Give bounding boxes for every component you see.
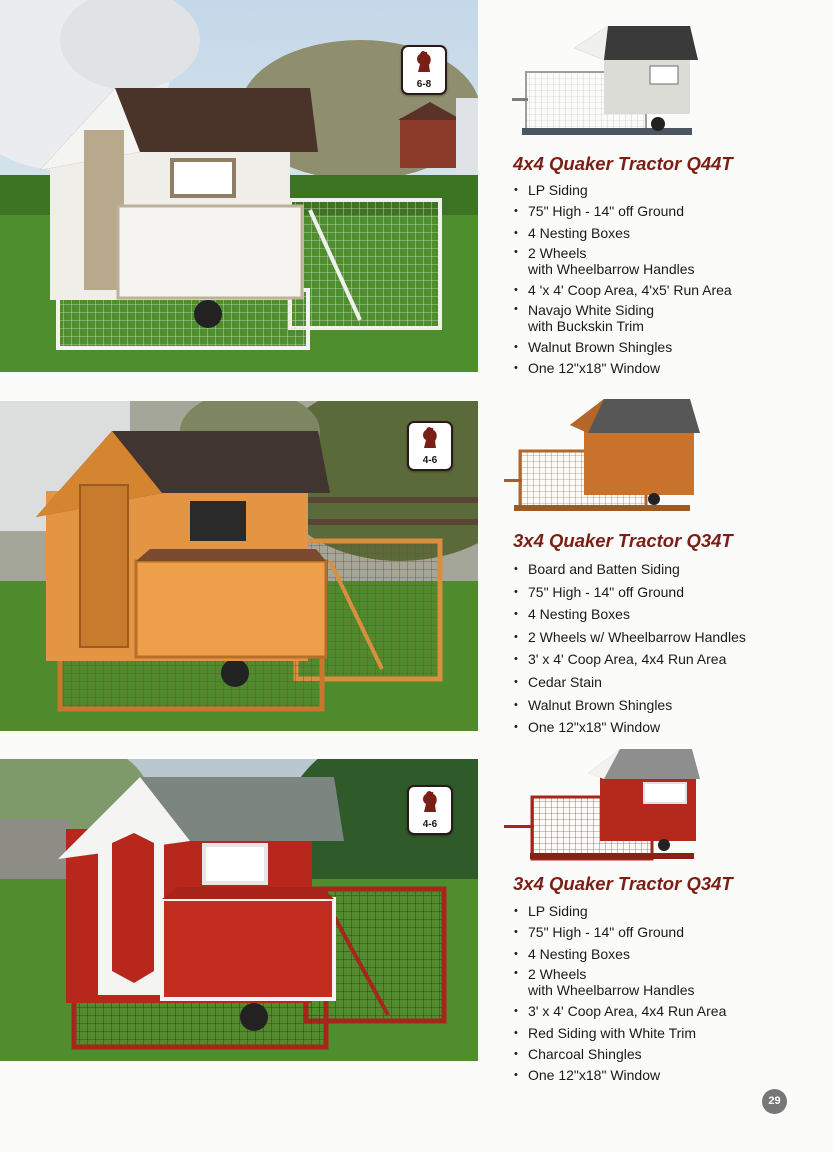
spec-item: • 3' x 4' Coop Area, 4x4 Run Area [514, 1001, 726, 1022]
spec-item: • Board and Batten Siding [514, 558, 746, 581]
spec-item: • Walnut Brown Shingles [514, 337, 732, 358]
spec-item: • Walnut Brown Shingles [514, 694, 746, 717]
capacity-badge [401, 45, 447, 95]
spec-item: • LP Siding [514, 901, 726, 922]
spec-item: • Cedar Stain [514, 671, 746, 694]
spec-item: • 2 Wheels with Wheelbarrow Handles [514, 965, 726, 1001]
spec-item: • 2 Wheels w/ Wheelbarrow Handles [514, 626, 746, 649]
spec-item: • 4 Nesting Boxes [514, 603, 746, 626]
spec-item: • LP Siding [514, 180, 732, 201]
rooster-icon [420, 426, 440, 450]
rooster-icon [420, 790, 440, 814]
spec-item: • 75" High - 14" off Ground [514, 581, 746, 604]
capacity-badge [407, 785, 453, 835]
capacity-badge [407, 421, 453, 471]
spec-list [514, 901, 726, 1087]
coop-thumbnail-white [512, 24, 700, 142]
spec-list [514, 180, 732, 380]
spec-item: • 2 Wheels with Wheelbarrow Handles [514, 244, 732, 280]
rooster-icon [414, 50, 434, 74]
product-title: 3x4 Quaker Tractor Q34T [513, 873, 733, 894]
spec-item: • 75" High - 14" off Ground [514, 922, 726, 943]
coop-thumbnail-red [504, 747, 704, 867]
capacity-label: 6-8 [416, 79, 432, 90]
spec-item: • Charcoal Shingles [514, 1044, 726, 1065]
spec-item: • 75" High - 14" off Ground [514, 201, 732, 222]
spec-item: • 4 Nesting Boxes [514, 223, 732, 244]
product-title: 3x4 Quaker Tractor Q34T [513, 530, 733, 551]
product-title: 4x4 Quaker Tractor Q44T [513, 153, 733, 174]
spec-item: • One 12"x18" Window [514, 716, 746, 739]
capacity-label: 4-6 [422, 819, 438, 830]
coop-thumbnail-cedar [504, 395, 704, 521]
spec-item: • 3' x 4' Coop Area, 4x4 Run Area [514, 648, 746, 671]
spec-item: • 4 'x 4' Coop Area, 4'x5' Run Area [514, 280, 732, 301]
spec-item: • Red Siding with White Trim [514, 1023, 726, 1044]
spec-list [514, 558, 746, 739]
spec-item: • One 12"x18" Window [514, 358, 732, 379]
spec-item: • Navajo White Siding with Buckskin Trim [514, 301, 732, 337]
spec-item: • One 12"x18" Window [514, 1065, 726, 1086]
spec-item: • 4 Nesting Boxes [514, 944, 726, 965]
capacity-label: 4-6 [422, 455, 438, 466]
page-number: 29 [762, 1089, 787, 1114]
